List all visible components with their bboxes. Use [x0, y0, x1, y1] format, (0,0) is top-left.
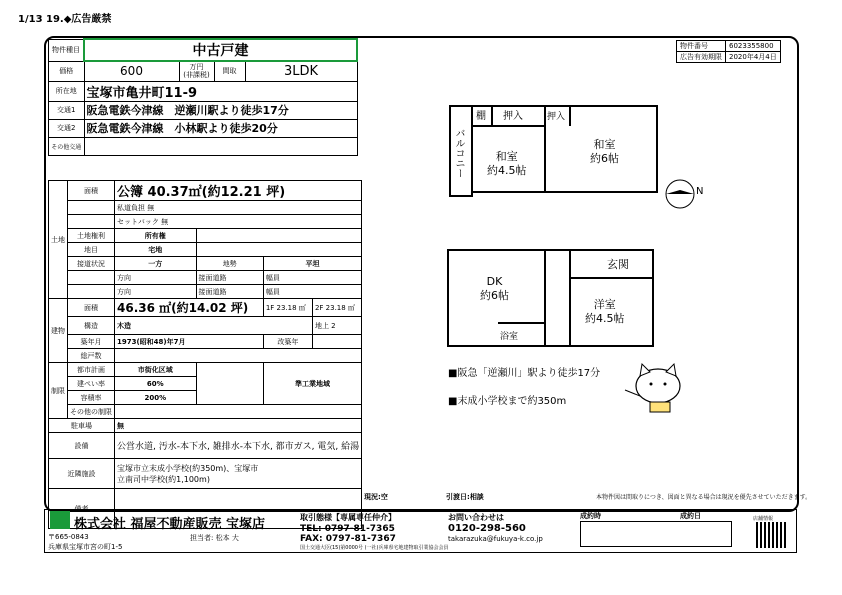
- agent-value: 専属専任仲介: [340, 513, 388, 522]
- staff-label: 担当者:: [190, 534, 214, 542]
- closet1-label: 押入: [503, 111, 523, 122]
- city-plan-label: 都市計画: [68, 363, 115, 377]
- postal-code: 〒665-0843: [48, 533, 89, 541]
- land-area: 公簿 40.37㎡(約12.21 坪): [115, 181, 362, 201]
- private-road: 私道負担 無: [115, 201, 362, 215]
- disclaimer: 本物件図は間取りにつき、図面と異なる場合は現況を優先させていただきます。: [596, 494, 812, 501]
- city-plan-value: 市街化区域: [115, 363, 197, 377]
- traffic2-value: 阪急電鉄今津線 小林駅より徒歩20分: [84, 119, 357, 137]
- recommend-label: 成約日: [680, 512, 701, 520]
- page-header: 1/13 19.◆広告厳禁: [18, 14, 112, 25]
- nearby-line1: 宝塚市立末成小学校(約350m)、宝塚市: [117, 463, 259, 473]
- dk-label: DK: [486, 275, 503, 288]
- floor-plan: [440, 98, 670, 348]
- built-label: 築年月: [68, 335, 115, 349]
- layout-label: 間取: [214, 61, 245, 81]
- nearby-label: 近隣施設: [49, 459, 115, 489]
- stamp-grid: [580, 521, 732, 547]
- school-note: ■末成小学校まで約350m: [448, 396, 567, 407]
- facilities-label: 設備: [49, 433, 115, 459]
- parking-label: 駐車場: [49, 419, 115, 433]
- rights-value: 所有権: [115, 229, 197, 243]
- inquiry-label: お問い合わせは: [448, 513, 504, 522]
- washitsu1-size: 約4.5帖: [487, 164, 527, 177]
- terrain-value: 平坦: [263, 257, 361, 271]
- fax: FAX: 0797-81-7367: [300, 534, 396, 544]
- facilities-value: 公営水道, 汚水-本下水, 雑排水-本下水, 都市ガス, 電気, 給湯: [115, 433, 362, 459]
- company-logo-icon: [50, 511, 70, 529]
- company-address: 兵庫県宝塚市宮の町1-5: [48, 543, 123, 551]
- detail-table: [48, 180, 362, 529]
- access-note: ■阪急「逆瀬川」駅より徒歩17分: [448, 368, 601, 379]
- price-unit: 万円: [189, 63, 204, 72]
- dk-size: 約6帖: [480, 289, 509, 302]
- regulation-section-label: 制限: [49, 363, 68, 419]
- layout-value: 3LDK: [245, 61, 357, 81]
- type-label: 物件種目: [49, 39, 85, 61]
- building-area-label: 面積: [68, 299, 115, 317]
- washitsu2-label: 和室: [593, 138, 616, 151]
- north-label: N: [696, 186, 704, 197]
- address-label: 所在地: [49, 81, 85, 101]
- price-value: 600: [84, 61, 179, 81]
- traffic2-label: 交通2: [49, 119, 85, 137]
- cat-mascot-icon: [620, 360, 690, 415]
- building-section-label: 建物: [49, 299, 68, 363]
- frontage-value: 一方: [115, 257, 197, 271]
- handover-label: 引渡日:: [446, 493, 470, 501]
- road-width-1: 幅員: [263, 271, 361, 285]
- staff-name: 松本 大: [215, 534, 239, 542]
- current-status-label: 現況:: [364, 493, 381, 501]
- washitsu1-label: 和室: [495, 150, 518, 163]
- far-label: 容積率: [68, 391, 115, 405]
- rights-label: 土地権利: [68, 229, 115, 243]
- price-label: 価格: [49, 61, 85, 81]
- road-width-2: 幅員: [263, 285, 361, 299]
- youshitsu-size: 約4.5帖: [585, 312, 625, 325]
- floor1-area: 1F 23.18 ㎡: [263, 299, 312, 317]
- built-value: 1973(昭和48)年7月: [115, 335, 264, 349]
- land-section-label: 土地: [49, 181, 68, 299]
- balcony-label: バルコニー: [453, 128, 464, 178]
- parking-value: 無: [115, 419, 362, 433]
- number-value: 6023355800: [726, 41, 781, 52]
- bcr-label: 建ぺい率: [68, 377, 115, 391]
- building-area: 46.36 ㎡(約14.02 坪): [115, 299, 264, 317]
- zone-value: 準工業地域: [263, 363, 361, 405]
- road-dir-2: 方向: [115, 285, 197, 299]
- renovation-label: 改築年: [263, 335, 312, 349]
- other-limit-label: その他の制限: [68, 405, 115, 419]
- floors-value: 地上 2: [312, 317, 361, 335]
- free-dial[interactable]: 0120-298-560: [448, 523, 526, 534]
- bath-label: 浴室: [500, 332, 519, 342]
- handover-value: 相談: [469, 493, 484, 501]
- email[interactable]: takarazuka@fukuya-k.co.jp: [448, 535, 543, 543]
- total-units-label: 総戸数: [68, 349, 115, 363]
- road-type-1: 接面道路: [196, 271, 263, 285]
- basic-info-table: [48, 38, 358, 156]
- category-value: 宅地: [115, 243, 197, 257]
- agent-label: 取引態様: [300, 513, 332, 522]
- address-value: 宝塚市亀井町11-9: [84, 81, 357, 101]
- structure-label: 構造: [68, 317, 115, 335]
- meta-table: [676, 40, 781, 63]
- number-label: 物件番号: [677, 41, 726, 52]
- structure-value: 木造: [115, 317, 313, 335]
- category-label: 地目: [68, 243, 115, 257]
- expiry-label: 広告有効期限: [677, 52, 726, 63]
- washitsu2-size: 約6帖: [590, 152, 619, 165]
- bcr-value: 60%: [115, 377, 197, 391]
- floor2-area: 2F 23.18 ㎡: [312, 299, 361, 317]
- current-status-value: 空: [380, 493, 388, 501]
- license: 国土交通大臣(15)第0000号 (一社)兵庫県宅地建物取引業協会会員: [300, 545, 449, 551]
- frontage-label: 接道状況: [68, 257, 115, 271]
- other-traffic-label: その他交通: [49, 137, 85, 155]
- road-dir-1: 方向: [115, 271, 197, 285]
- remarks-label: 備考: [49, 489, 115, 529]
- closet2-label: 押入: [547, 112, 566, 122]
- land-area-label: 面積: [68, 181, 115, 201]
- tel: TEL: 0797-81-7365: [300, 524, 395, 534]
- tana-label: 棚: [476, 111, 486, 122]
- genkan-label: 玄関: [607, 258, 629, 271]
- far-value: 200%: [115, 391, 197, 405]
- qr-label: 店舗情報: [753, 516, 774, 522]
- setback: セットバック 無: [115, 215, 362, 229]
- company-name: 株式会社 福屋不動産販売 宝塚店: [74, 517, 266, 532]
- nearby-line2: 立南司中学校(約1,100m): [117, 474, 210, 484]
- traffic1-label: 交通1: [49, 101, 85, 119]
- property-type: 中古戸建: [84, 39, 357, 61]
- expiry-value: 2020年4月4日: [726, 52, 781, 63]
- road-type-2: 接面道路: [196, 285, 263, 299]
- terrain-label: 地勢: [196, 257, 263, 271]
- traffic1-value: 阪急電鉄今津線 逆瀬川駅より徒歩17分: [84, 101, 357, 119]
- qr-code-icon: [756, 522, 786, 548]
- contract-label: 成約時: [580, 512, 601, 520]
- youshitsu-label: 洋室: [593, 298, 616, 311]
- price-tax: (非課税): [183, 71, 210, 80]
